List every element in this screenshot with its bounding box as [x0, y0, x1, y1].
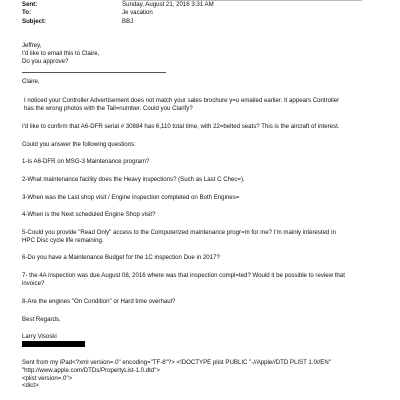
signature-name: Larry Visoski [22, 333, 57, 340]
sent-value: Sunday, August 21, 2016 3:31 AM [122, 0, 214, 8]
redaction-bar [22, 341, 85, 347]
footer-line: <plist version=.0"> [22, 374, 73, 382]
footer-line: Sent from my iPad<?xml version=.0" encoding="TF-8"?> <!DOCTYPE plist PUBLIC "-//Apple//DTD PLIST 1.0//EN" [22, 359, 331, 366]
footer-block [22, 359, 382, 390]
paragraph-confirm: I'd like to confirm that A6-DFR serial # 30884 has 6,110 total time, with 22=belted seats? This is the aircraft of interest. [22, 123, 340, 130]
email-header [22, 0, 382, 26]
sent-row [22, 0, 382, 9]
footer-line: "http://www.apple.com/DTDs/PropertyList-1.0.dtd"> [22, 366, 160, 374]
to-label: To: [22, 9, 32, 17]
to-row [22, 9, 382, 18]
question-4: 4-When is the Next scheduled Engine Shop visit? [22, 211, 156, 218]
intro-block [22, 42, 382, 65]
intro-line: I'd like to email this to Claire, [22, 49, 100, 57]
question-1: 1-Is A6-DFR on MSG-3 Maintenance program? [22, 158, 150, 165]
intro-line: Do you approve? [22, 57, 69, 65]
subject-row [22, 17, 382, 26]
question-7: 7- the 4A inspection was due August 08, 2016 where was that inspection compl=ted? Would it be possible to review that invoice? [22, 272, 345, 287]
question-6: 6-Do you have a Maintenance Budget for the 1C inspection Due in 2017? [22, 254, 220, 261]
greeting: Claire, [22, 78, 40, 85]
intro-line: Jeffrey, [22, 42, 42, 49]
question-8: 8-Are the engines "On Condition" or Hard time overhaul? [22, 298, 176, 305]
closing: Best Regards, [22, 316, 61, 323]
to-value: Je vacation [122, 9, 153, 17]
paragraph-questions-intro: Could you answer the following questions: [22, 141, 136, 148]
question-3: 3-When was the Last shop visit / Engine inspection completed on Both Engines= [22, 194, 240, 201]
separator-line [22, 72, 166, 73]
paragraph-controller: I noticed your Controller Advertisement does not match your sales brochure y=u emailed earlier. It appears Controller has the wrong photos with the Tail=number. Could you Clarify? [24, 97, 340, 112]
header-top-rule [122, 0, 362, 1]
question-2: 2-What maintenance facility does the Heavy inspections? (Such as Last C Chec=). [22, 176, 245, 183]
subject-label: Subject: [22, 17, 47, 25]
question-5: 5-Could you provide "Read Only" access to the Computerized maintenance progr=m for me? I'm mainly interested in HPC Disc cycle life remaining. [22, 229, 336, 244]
subject-value: BBJ [122, 17, 134, 25]
sent-label: Sent: [22, 0, 38, 8]
footer-line: <dict> [22, 382, 39, 390]
